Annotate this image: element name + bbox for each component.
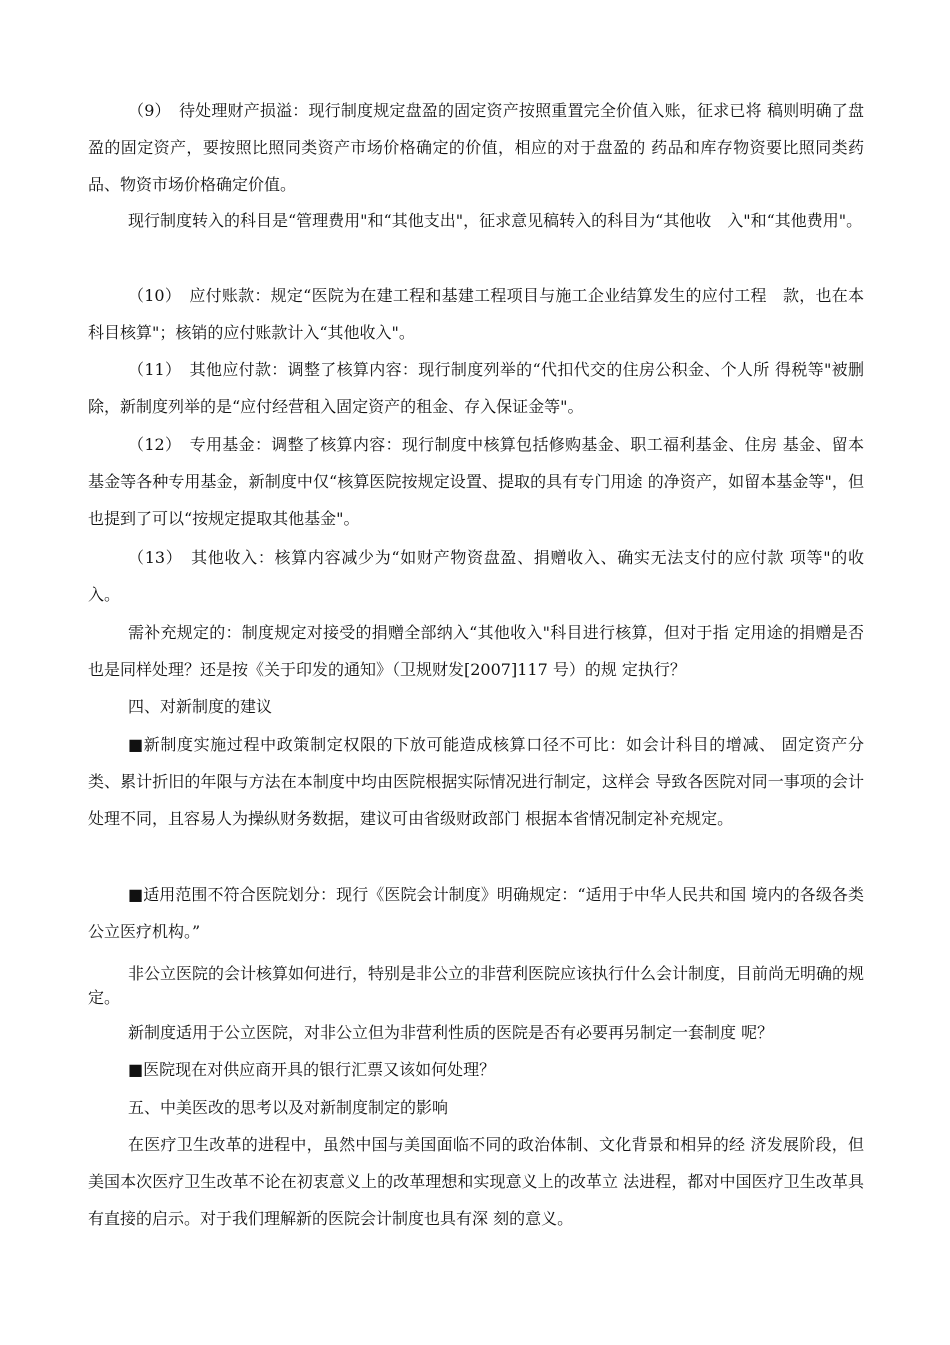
paragraph-suggestion-1: ■新制度实施过程中政策制定权限的下放可能造成核算口径不可比：如会计科目的增减、 固定资产分类、累计折旧的年限与方法在本制度中均由医院根据实际情况进行制定，这样会 导致各医院对同一事项的会计处理不同，且容易人为操纵财务数据，建议可由省级财政部门 根据本省情况制定补充规定。 [88,735,864,828]
paragraph-suggestion-2: ■适用范围不符合医院划分：现行《医院会计制度》明确规定：“适用于中华人民共和国 境内的各级各类公立医疗机构。” [88,885,864,941]
paragraph-item-9: （9） 待处理财产损溢：现行制度规定盘盈的固定资产按照重置完全价值入账，征求已将 稿则明确了盘盈的固定资产，要按照比照同类资产市场价格确定的价值，相应的对于盘盈的 药品和库存物资要比照同类药品、物资市场价格确定价值。 [88,101,864,194]
paragraph-item-13: （13） 其他收入：核算内容减少为“如财产物资盘盈、捐赠收入、确实无法支付的应付款 项等"的收入。 [88,548,864,604]
paragraph-item-10: （10） 应付账款：规定“医院为在建工程和基建工程项目与施工企业结算发生的应付工程 款，也在本科目核算"；核销的应付账款计入“其他收入"。 [88,286,864,342]
paragraph-transfer-accounts: 现行制度转入的科目是“管理费用"和“其他支出"，征求意见稿转入的科目为“其他收 入"和“其他费用"。 [128,211,863,230]
paragraph-new-system-scope: 新制度适用于公立医院，对非公立但为非营利性质的医院是否有必要再另制定一套制度 呢？ [128,1023,774,1042]
section-heading-5: 五、中美医改的思考以及对新制度制定的影响 [128,1098,449,1117]
paragraph-non-public: 非公立医院的会计核算如何进行，特别是非公立的非营利医院应该执行什么会计制度，目前尚无明确的规定。 [88,964,865,1007]
paragraph-item-12: （12） 专用基金：调整了核算内容：现行制度中核算包括修购基金、职工福利基金、住房 基金、留本基金等各种专用基金，新制度中仅“核算医院按规定设置、提取的具有专门用途 的净资产，如留本基金等"，但也提到了可以“按规定提取其他基金"。 [88,435,864,528]
paragraph-reform: 在医疗卫生改革的进程中，虽然中国与美国面临不同的政治体制、文化背景和相异的经 济发展阶段，但美国本次医疗卫生改革不论在初衷意义上的改革理想和实现意义上的改革立 法进程，都对中国医疗卫生改革具有直接的启示。对于我们理解新的医院会计制度也具有深 刻的意义。 [88,1135,864,1228]
paragraph-item-11: （11） 其他应付款：调整了核算内容：现行制度列举的“代扣代交的住房公积金、个人所 得税等"被删除，新制度列举的是“应付经营租入固定资产的租金、存入保证金等"。 [88,360,864,416]
section-heading-4: 四、对新制度的建议 [128,697,273,716]
paragraph-supplement: 需补充规定的：制度规定对接受的捐赠全部纳入“其他收入"科目进行核算，但对于指 定用途的捐赠是否也是同样处理？还是按《关于印发的通知》（卫规财发[2007]117 号）的规 定执行？ [88,623,864,679]
paragraph-suggestion-3: ■医院现在对供应商开具的银行汇票又该如何处理？ [128,1060,496,1079]
